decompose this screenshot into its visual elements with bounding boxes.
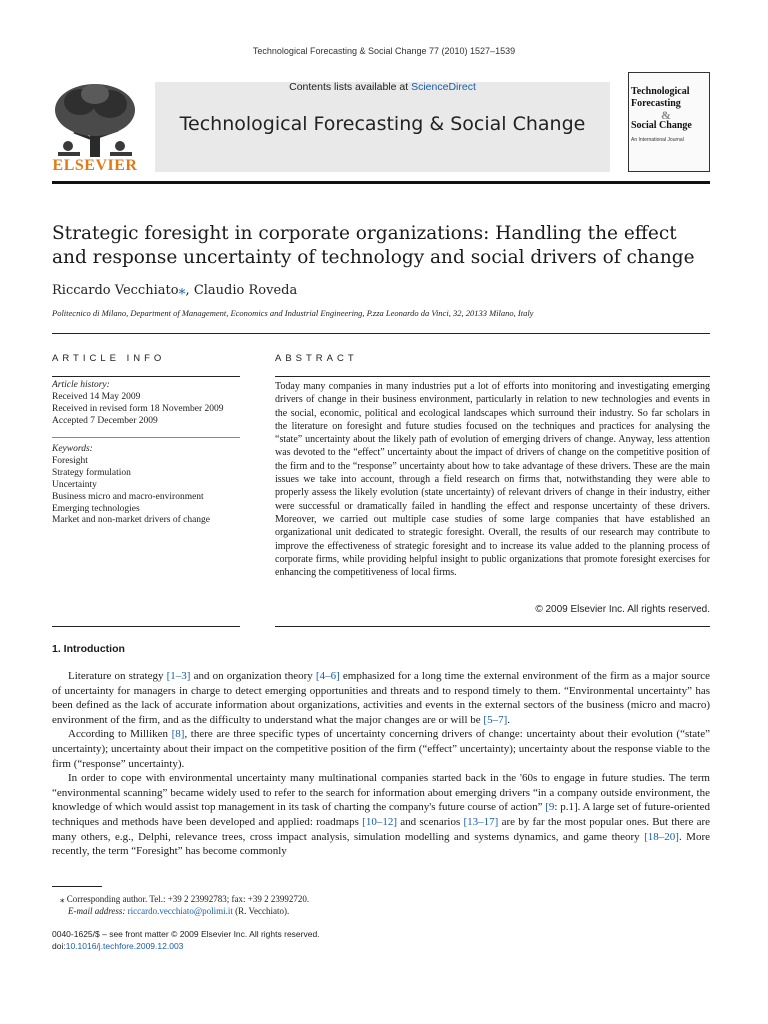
history-label: Article history: [52, 380, 110, 390]
article-info-heading: ARTICLE INFO [52, 353, 166, 364]
keyword-item: Emerging technologies [52, 503, 140, 514]
abstract-rule [275, 376, 710, 377]
reference-link[interactable]: [13–17] [463, 815, 499, 828]
title-divider [52, 333, 710, 334]
cover-title-line3: Social Change [631, 120, 692, 131]
keyword-item: Strategy formulation [52, 467, 131, 478]
author-separator: , [185, 283, 194, 298]
paragraph: According to Milliken [8], there are three specific types of uncertainty concerning drivers of change: uncertainty about their evolution (“state” uncertainty); uncertainty about their impact on the competitive position of the firm (“effect” uncertainty); uncertainty about the response viable to the firm (“response” uncertainty). [52, 728, 710, 770]
keywords-label: Keywords: [52, 444, 93, 454]
reference-link[interactable]: [1–3] [166, 670, 191, 682]
keywords-rule [52, 437, 240, 438]
reference-link[interactable]: [18–20] [644, 830, 679, 843]
revised-date: Received in revised form 18 November 2009 [52, 403, 224, 414]
abstract-bottom-rule [275, 626, 710, 627]
article-title: Strategic foresight in corporate organizations: Handling the effect and response uncertainty of technology and social drivers of change [52, 223, 695, 268]
author-list [52, 282, 297, 298]
cover-title-amp: & [661, 108, 671, 122]
reference-link[interactable]: [8] [171, 728, 185, 741]
reference-link[interactable]: [10–12] [362, 815, 397, 828]
section-heading-introduction: 1. Introduction [52, 643, 125, 655]
footnote-divider [52, 886, 102, 887]
cover-title-line2: Forecasting [631, 98, 681, 109]
author-1[interactable]: Riccardo Vecchiato [52, 283, 179, 298]
footnote [52, 893, 552, 917]
journal-citation: Technological Forecasting & Social Change 77 (2010) 1527–1539 [252, 46, 516, 56]
article-info-rule [52, 376, 240, 377]
cover-title [631, 86, 709, 132]
contents-line [155, 81, 610, 93]
doi-link[interactable]: 10.1016/j.techfore.2009.12.003 [65, 941, 184, 951]
publication-info [52, 928, 552, 952]
accepted-date: Accepted 7 December 2009 [52, 415, 158, 426]
journal-title: Technological Forecasting & Social Change [179, 113, 586, 135]
keyword-item: Business micro and macro-environment [52, 491, 204, 502]
keyword-item: Uncertainty [52, 479, 97, 490]
paragraph: In order to cope with environmental uncertainty many multinational companies started back in the '60s to engage in future studies. The term “environmental scanning” became widely used to refer to the search for information about emerging drivers “in a company outside environment, the knowledge of which would assist top management in its task of charting the company's future course of action” [9: p.1]. A large set of future-oriented techniques and methods have been developed and applied: roadmaps [10–12] and scenarios [13–17] are by far the most popular ones. But there are many others, e.g., Delphi, relevance trees, cross impact analysis, simulation modelling and systems dynamics, and game theory [18–20]. More recently, the term “Foresight” has become commonly [52, 772, 711, 858]
publisher-logo-text: ELSEVIER [52, 157, 138, 174]
corresponding-author-mark[interactable]: ⁎ [178, 282, 186, 298]
abstract-heading: ABSTRACT [275, 353, 358, 364]
header-divider [52, 181, 710, 184]
keyword-item: Foresight [52, 455, 88, 466]
article-history [52, 380, 252, 428]
affiliation: Politecnico di Milano, Department of Management, Economics and Industrial Engineering, P.zza Leonardo da Vinci, 32, 20133 Milano, Italy [52, 308, 534, 318]
abstract-copyright: © 2009 Elsevier Inc. All rights reserved. [535, 604, 710, 615]
received-date: Received 14 May 2009 [52, 391, 141, 402]
doi-line: doi:10.1016/j.techfore.2009.12.003 [52, 941, 184, 951]
article-info-bottom-rule [52, 626, 240, 627]
reference-link[interactable]: [9 [545, 801, 555, 814]
reference-link[interactable]: [5–7] [483, 713, 508, 726]
issn-line: 0040-1625/$ – see front matter © 2009 Elsevier Inc. All rights reserved. [52, 929, 320, 939]
email-line: E-mail address: riccardo.vecchiato@polimi.it (R. Vecchiato). [68, 906, 290, 916]
corresponding-author-note: ⁎ Corresponding author. Tel.: +39 2 23992783; fax: +39 2 23992720. [60, 894, 310, 904]
reference-link[interactable]: [4–6] [315, 670, 340, 682]
cover-title-line1: Technological [631, 86, 690, 97]
introduction-body [52, 669, 710, 859]
keyword-item: Market and non-market drivers of change [52, 515, 211, 526]
keywords-block [52, 444, 252, 527]
sciencedirect-link[interactable]: ScienceDirect [411, 81, 476, 93]
cover-subtitle: An International Journal [631, 137, 684, 143]
abstract-text: Today many companies in many industries put a lot of efforts into monitoring and investigating emerging drivers of change in their business environment, particularly in relation to new technologies and events in the social, economic, political and ecological landscapes which surround their industry. So far scholars in the literature on foresight and future studies focused on the techniques and practices for analysing the “state” uncertainty about the likely path of evolution of emerging drivers of change. Anyway, less attention was devoted to the “effect” uncertainty about the impact of drivers of change on the competitive position of the firm and to the “response” uncertainty about how to take advantage of these drivers. These are the main issues we take into account, through a field research on firms that, notwithstanding they were able to properly assess the likely evolution (state uncertainty) of relevant drivers of change in their industry, either were successful or dramatically failed in handling the effect and response uncertainty of these drivers. Moreover, we carried out multiple case studies of some large companies that have established an organizational unit dedicated to strategic foresight. Overall, the results of our research may contribute to improve the effectiveness of strategic foresight and to increase its value added to the planning process of corporate firms, while providing helpful insight to public organizations that promote foresight exercises for enhancing the competitiveness of local firms. [275, 381, 710, 579]
email-link[interactable]: riccardo.vecchiato@polimi.it [127, 906, 233, 916]
contents-prefix: Contents lists available at [289, 81, 412, 93]
paragraph: Literature on strategy [1–3] and on organization theory [4–6] emphasized for a long time the external environment of the firm as a major source of uncertainty for managers in charge to detect emerging opportunities and threats and to respond timely to them. “Environmental uncertainty” has been defined as the lack of accurate information about organizations, activities and events in the external sectors of the business (micro and macro) environment of the firm, and as the difficulty to understand what the major changes are or will be [5–7]. [52, 670, 710, 726]
author-2[interactable]: Claudio Roveda [193, 283, 298, 298]
